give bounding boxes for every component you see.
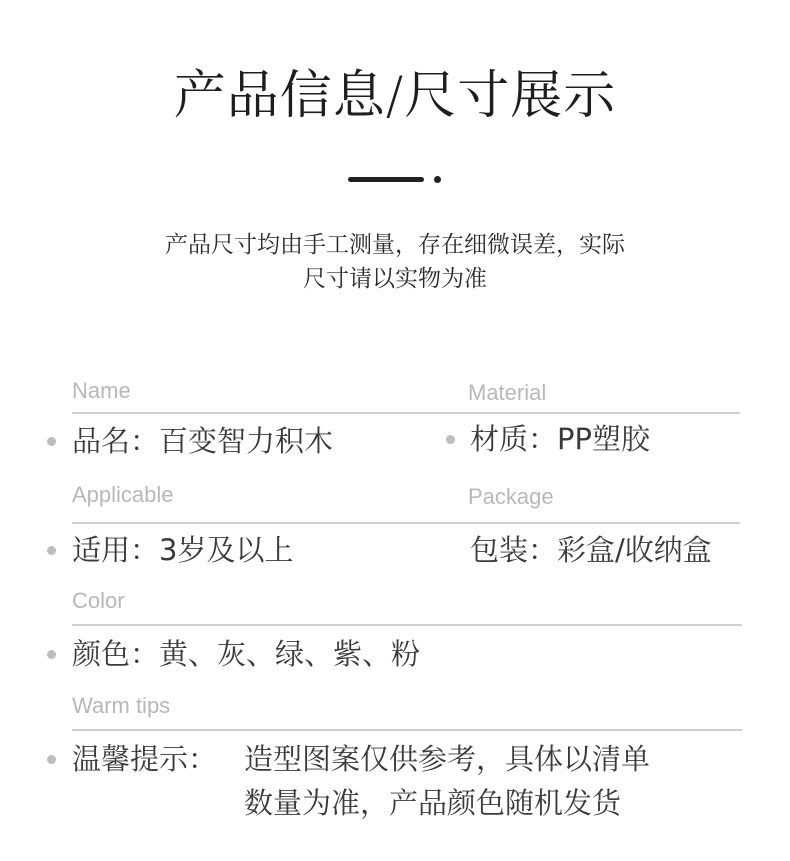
name-rule bbox=[72, 412, 740, 414]
color-rule bbox=[72, 624, 742, 626]
measurement-note-line2: 尺寸请以实物为准 bbox=[303, 266, 487, 292]
tips-bullet bbox=[47, 755, 56, 764]
product-name-value: 品名：百变智力积木 bbox=[72, 424, 334, 458]
measurement-note-line1: 产品尺寸均由手工测量，存在细微误差，实际 bbox=[165, 232, 625, 258]
applicable-bullet bbox=[47, 546, 56, 555]
tips-line2: 数量为准，产品颜色随机发货 bbox=[244, 786, 622, 820]
package-value: 包装：彩盒/收纳盒 bbox=[470, 533, 712, 567]
tips-en-label: Warm tips bbox=[72, 693, 171, 718]
applicable-value: 适用：3岁及以上 bbox=[72, 533, 294, 567]
material-value: 材质：PP塑胶 bbox=[470, 422, 650, 456]
material-bullet bbox=[446, 435, 455, 444]
color-bullet bbox=[47, 650, 56, 659]
title-divider-line bbox=[348, 177, 424, 182]
tips-line1: 造型图案仅供参考，具体以清单 bbox=[244, 742, 651, 776]
measurement-note bbox=[120, 228, 670, 296]
color-value: 颜色：黄、灰、绿、紫、粉 bbox=[72, 637, 421, 671]
applicable-rule bbox=[72, 522, 740, 524]
applicable-en-label: Applicable bbox=[72, 482, 174, 507]
color-en-label: Color bbox=[72, 588, 125, 613]
material-en-label: Material bbox=[468, 380, 547, 405]
package-en-label: Package bbox=[468, 484, 554, 509]
title-divider-dot bbox=[434, 176, 441, 183]
name-en-label: Name bbox=[72, 378, 131, 403]
name-bullet bbox=[47, 437, 56, 446]
tips-label: 温馨提示： bbox=[72, 742, 218, 776]
page-title: 产品信息/尺寸展示 bbox=[173, 66, 617, 126]
tips-rule bbox=[72, 729, 742, 731]
